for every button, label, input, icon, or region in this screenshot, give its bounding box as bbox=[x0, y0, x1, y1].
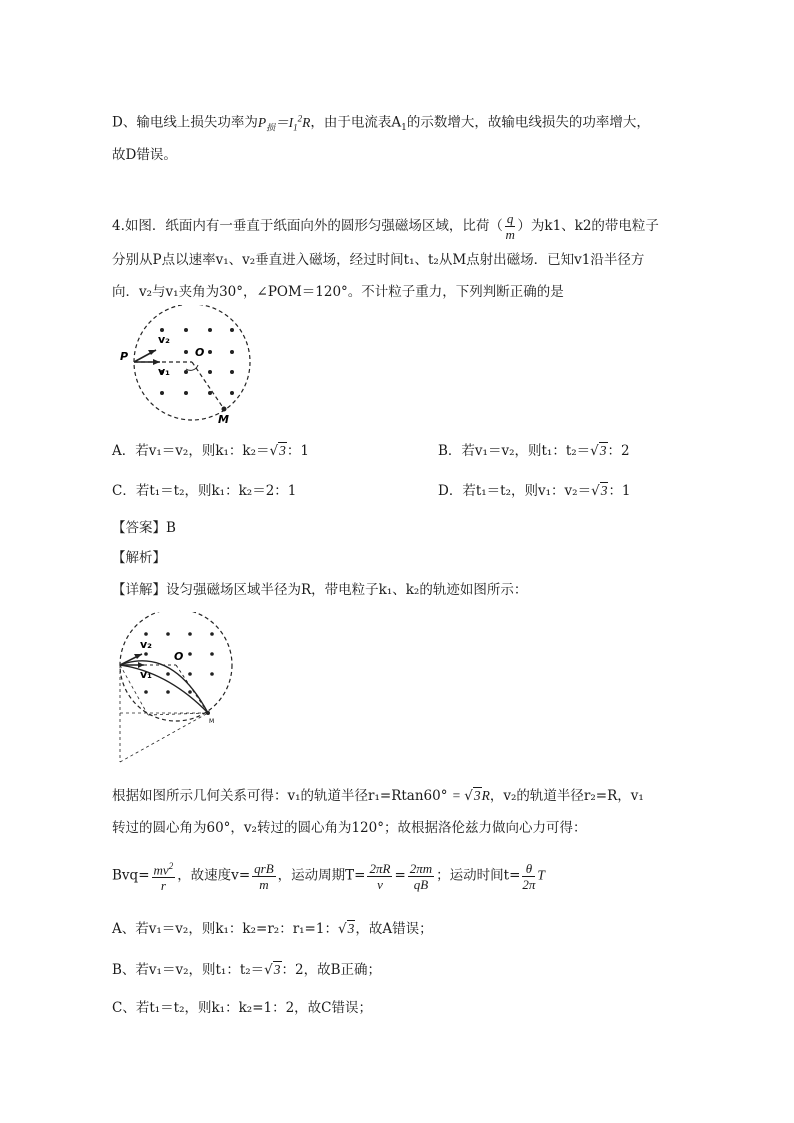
answer: 【答案】B bbox=[112, 520, 176, 536]
text: 3 bbox=[279, 443, 286, 458]
text: 3 bbox=[473, 788, 481, 803]
loss-power-formula: $P_损=I_1^2R$ bbox=[257, 113, 311, 133]
text: 3 bbox=[600, 483, 608, 498]
text: 3 bbox=[273, 962, 281, 977]
fraction: $\frac{mv^2}{r}$ bbox=[153, 861, 174, 894]
sqrt: √3 bbox=[269, 443, 286, 459]
text: 3 bbox=[599, 443, 607, 458]
fraction: $\frac{\text{qrB}}{m}$ bbox=[254, 860, 274, 892]
sqrt: √3 bbox=[464, 788, 481, 804]
option-d-explanation: D、输电线上损失功率为$P_损=I_1^2R$，由于电流表$A_1$的示数增大，故输电线损失的功率增大， bbox=[112, 113, 650, 134]
text: D、输电线上损失功率为 bbox=[112, 114, 258, 131]
geometry-line-1 bbox=[112, 786, 644, 806]
conclusion-b bbox=[112, 960, 381, 980]
sqrt: √3 bbox=[264, 962, 281, 978]
detail-intro: 【详解】设匀强磁场区域半径为R，带电粒子k₁、k₂的轨迹如图所示： bbox=[112, 582, 528, 598]
label-v2: v₂ bbox=[158, 333, 170, 346]
text: 的示数增大，故输电线损失的功率增大， bbox=[406, 114, 650, 131]
formula: R bbox=[481, 788, 490, 803]
formula: T bbox=[537, 867, 545, 883]
text: B．若v₁＝v₂，则t₁：t₂＝ bbox=[438, 443, 591, 459]
auxiliary-line bbox=[120, 713, 208, 762]
question-4-line-2: 分别从P点以速率v₁、v₂垂直进入磁场，经过时间t₁、t₂从M点射出磁场．已知v1沿半径方 bbox=[112, 252, 645, 268]
sqrt: √3 bbox=[591, 483, 608, 499]
text: B、若v₁＝v₂，则t₁：t₂＝ bbox=[112, 962, 265, 978]
text: ）为k1、k2的带电粒子 bbox=[517, 218, 659, 234]
label-v1: v₁ bbox=[158, 365, 170, 378]
option-c: C．若t₁＝t₂，则k₁：k₂＝2：1 bbox=[112, 483, 297, 499]
text: ：2，故B正确； bbox=[281, 962, 382, 978]
text: ；运动时间t= bbox=[436, 867, 521, 884]
trajectory-v2 bbox=[120, 661, 208, 713]
text: 3 bbox=[347, 921, 355, 936]
geometry-line-2: 转过的圆心角为60°，v₂转过的圆心角为120°；故根据洛伦兹力做向心力可得： bbox=[112, 820, 587, 836]
option-a bbox=[112, 441, 309, 461]
text: ：1 bbox=[286, 443, 309, 459]
sqrt: √3 bbox=[337, 921, 355, 937]
option-d bbox=[438, 481, 631, 501]
text: ，运动周期T= bbox=[277, 867, 366, 884]
fraction: $\frac{2\pi R}{v}$ bbox=[369, 860, 391, 892]
formula-line: Bvq= $\frac{mv^2}{r}$ ，故速度v= $\frac{\text{qrB}}{m}$ ，运动周期T= $\frac{2\pi R}{v}$ = $\frac{2\pi m}{qB}$ ；运动时间t= $\frac{\theta}{2\pi}$ T bbox=[112, 860, 545, 894]
question-4-line-3: 向．v₂与v₁夹角为30°，∠POM＝120°。不计粒子重力，下列判断正确的是 bbox=[112, 284, 564, 300]
conclusion-a bbox=[112, 919, 433, 939]
label-m: M bbox=[218, 413, 229, 426]
text: A、若v₁＝v₂，则k₁：k₂=r₂：r₁=1： bbox=[112, 921, 338, 937]
text: ，由于电流表A bbox=[310, 114, 402, 131]
fraction: $\frac{2\pi m}{qB}$ bbox=[409, 860, 433, 892]
radius-om bbox=[192, 362, 224, 409]
text: ，v₂的轨道半径r₂=R，v₁ bbox=[489, 788, 644, 804]
text: A．若v₁＝v₂，则k₁：k₂＝ bbox=[112, 443, 270, 459]
label-o: O bbox=[195, 346, 205, 359]
point-m bbox=[206, 711, 210, 715]
label-p: P bbox=[120, 350, 129, 363]
text: ：2 bbox=[607, 443, 630, 459]
label-v1: v₁ bbox=[140, 668, 152, 681]
point-m bbox=[222, 407, 227, 412]
label-m: M bbox=[209, 718, 215, 725]
label-v2: v₂ bbox=[140, 638, 152, 651]
text: Bvq= bbox=[112, 867, 150, 884]
field-boundary bbox=[120, 612, 232, 721]
text: ：1 bbox=[608, 483, 631, 499]
option-b bbox=[438, 441, 630, 461]
text: ，故速度v= bbox=[177, 867, 251, 884]
charge-mass-ratio: $\frac{q}{m}$ bbox=[505, 211, 515, 242]
text: 4.如图．纸面内有一垂直于纸面向外的圆形匀强磁场区域，比荷（ bbox=[112, 218, 503, 234]
sqrt: √3 bbox=[590, 443, 607, 459]
question-4-line-1 bbox=[112, 211, 659, 242]
formula: = bbox=[451, 788, 465, 803]
fraction: $\frac{\theta}{2\pi}$ bbox=[522, 860, 536, 892]
conclusion-c: C、若t₁＝t₂，则k₁：k₂=1：2，故C错误； bbox=[112, 1000, 373, 1016]
label-o: O bbox=[174, 650, 184, 663]
text: D．若t₁＝t₂，则v₁：v₂＝ bbox=[438, 483, 592, 499]
figure-magnetic-field-1 bbox=[112, 305, 262, 430]
trajectory-v1 bbox=[120, 665, 208, 713]
analysis-heading: 【解析】 bbox=[112, 550, 166, 566]
text: 根据如图所示几何关系可得：v₁的轨道半径r₁=Rtan60° bbox=[112, 788, 448, 804]
option-d-conclusion: 故D错误。 bbox=[112, 147, 177, 163]
angle-arc bbox=[186, 365, 198, 370]
figure-trajectories bbox=[112, 612, 242, 767]
text: ，故A错误； bbox=[355, 921, 433, 937]
